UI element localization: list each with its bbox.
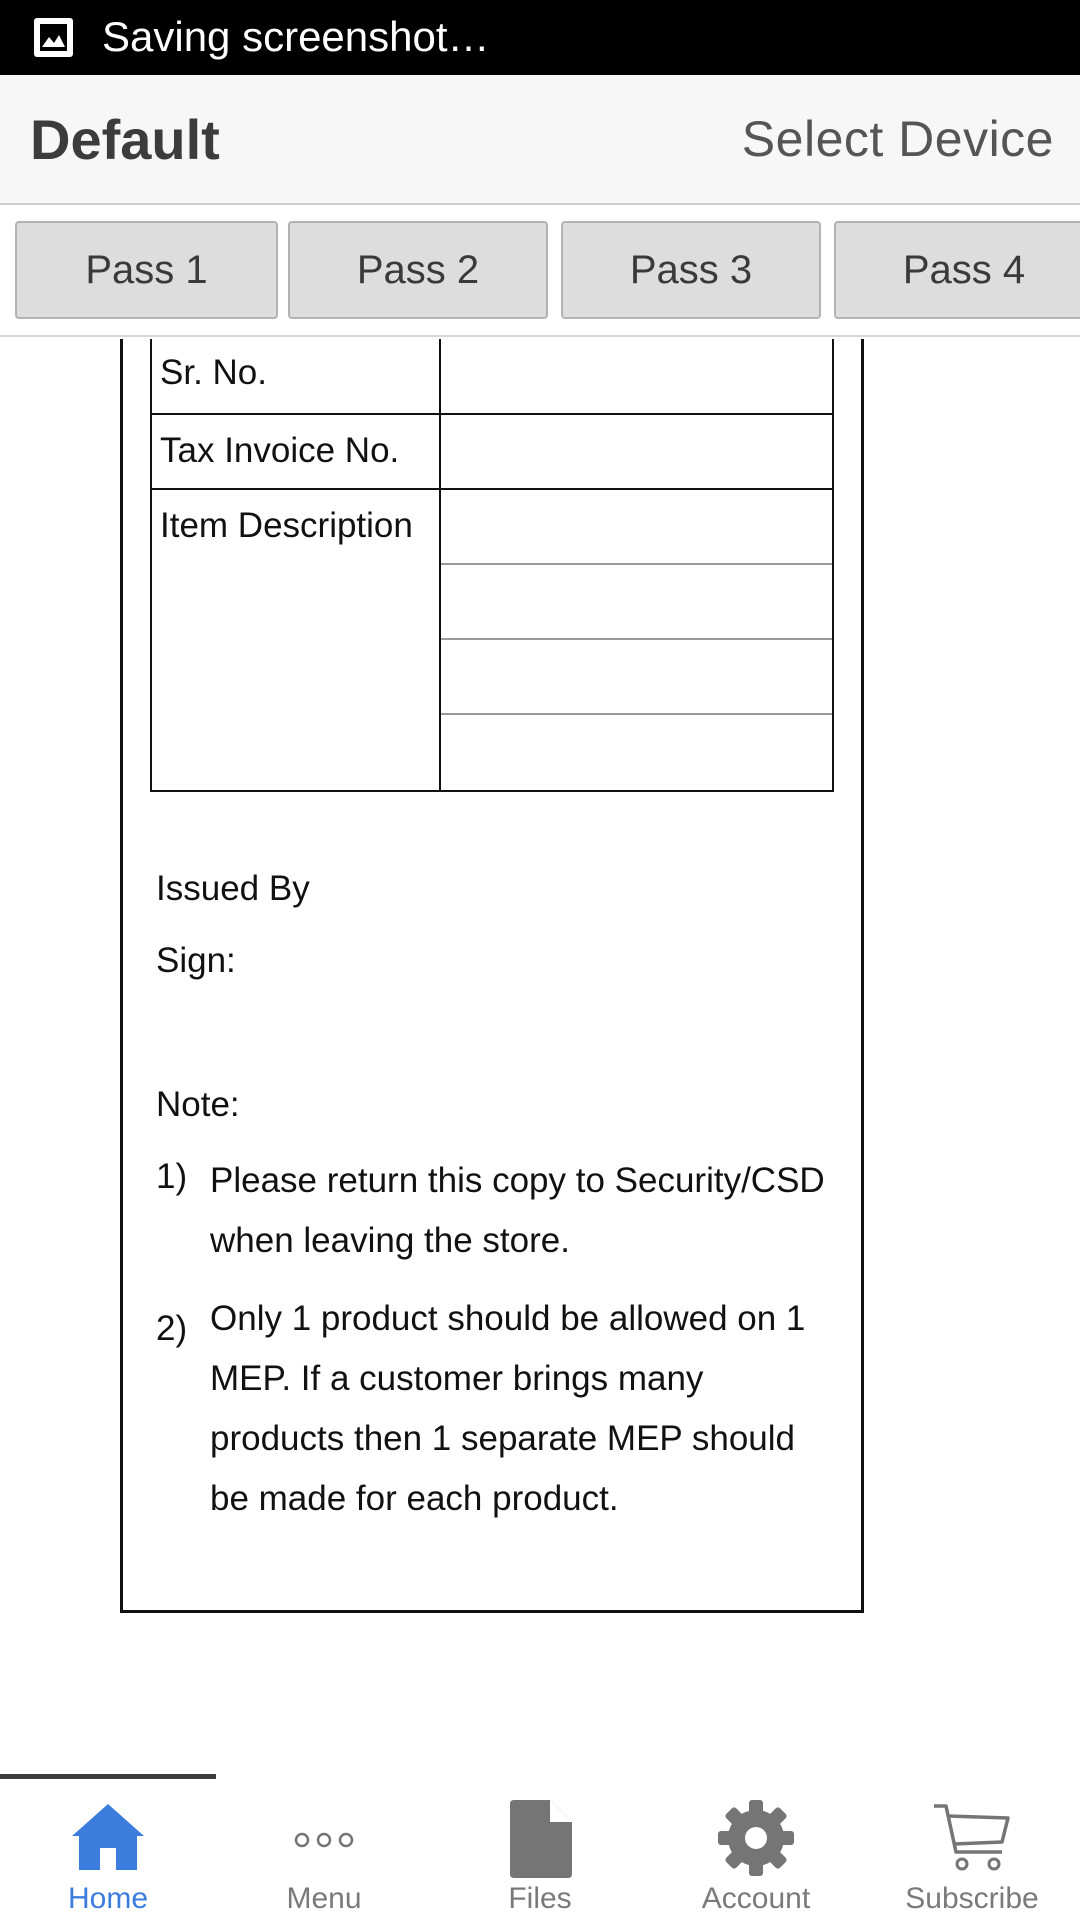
- issued-by-label: Issued By: [156, 869, 310, 908]
- table-row: [151, 414, 833, 489]
- document-view[interactable]: [0, 339, 1080, 1774]
- nav-menu-label: Menu: [286, 1882, 362, 1915]
- nav-subscribe[interactable]: [864, 1782, 1080, 1920]
- image-icon: [32, 16, 75, 59]
- table-row: [151, 489, 833, 791]
- tab-pass-1[interactable]: Pass 1: [15, 221, 278, 319]
- nav-home[interactable]: [0, 1782, 216, 1920]
- item-line: [441, 565, 832, 640]
- sr-no-value: [440, 339, 833, 414]
- tax-invoice-label: Tax Invoice No.: [151, 414, 440, 489]
- nav-subscribe-label: Subscribe: [905, 1882, 1039, 1915]
- note-number: 1): [156, 1157, 188, 1196]
- status-text: Saving screenshot…: [102, 13, 490, 60]
- app-header: [0, 75, 1080, 205]
- sr-no-label: Sr. No.: [151, 339, 440, 414]
- nav-menu[interactable]: [216, 1782, 432, 1920]
- note-number: 2): [156, 1309, 188, 1348]
- tab-pass-3[interactable]: Pass 3: [561, 221, 821, 319]
- nav-files-label: Files: [508, 1882, 572, 1915]
- nav-home-label: Home: [67, 1882, 149, 1915]
- item-description-label: Item Description: [151, 489, 440, 791]
- tab-pass-2[interactable]: Pass 2: [288, 221, 548, 319]
- note-text: Only 1 product should be allowed on 1 MEP. If a customer brings many products then 1 separate MEP should be made for each product.: [210, 1299, 806, 1518]
- status-bar: [0, 0, 1080, 75]
- item-line: [441, 490, 832, 565]
- select-device-button[interactable]: Select Device: [741, 111, 1054, 167]
- more-icon: [284, 1798, 364, 1878]
- pass-tab-strip: [0, 207, 1080, 337]
- tab-pass-4[interactable]: Pass 4: [834, 221, 1080, 319]
- note-text: Please return this copy to Security/CSD when leaving the store.: [210, 1161, 825, 1260]
- tax-invoice-value: [440, 414, 833, 489]
- nav-account-label: Account: [701, 1882, 811, 1915]
- item-line: [441, 715, 832, 790]
- nav-files[interactable]: [432, 1782, 648, 1920]
- nav-account[interactable]: [648, 1782, 864, 1920]
- gear-icon: [716, 1798, 796, 1878]
- table-row: [151, 339, 833, 414]
- active-tab-indicator: [0, 1774, 216, 1779]
- note-title: Note:: [156, 1085, 240, 1124]
- page-title: Default: [30, 108, 220, 171]
- home-icon: [68, 1798, 148, 1878]
- sign-label: Sign:: [156, 941, 236, 980]
- file-icon: [500, 1798, 580, 1878]
- item-description-value: [440, 489, 833, 791]
- cart-icon: [932, 1798, 1012, 1878]
- pass-info-table: [150, 339, 834, 792]
- item-line: [441, 640, 832, 715]
- bottom-navigation: [0, 1774, 1080, 1920]
